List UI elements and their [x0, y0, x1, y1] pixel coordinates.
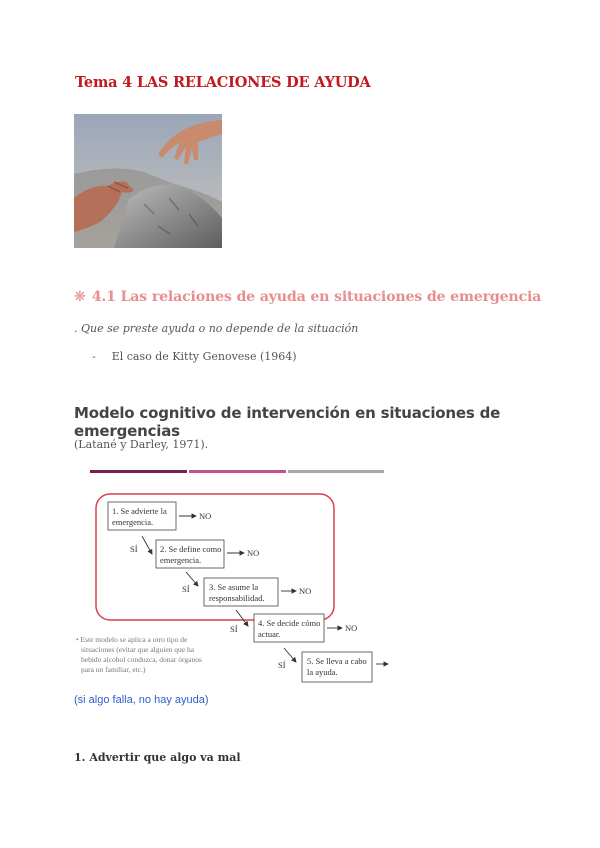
step-1-line-2: emergencia.	[112, 517, 154, 527]
yes-label-2: SÍ	[182, 584, 190, 594]
figure-note-line-3: bebido alcohol conduzca, donar órganos	[81, 655, 202, 664]
figure-note-line-2: situaciones (evitar que alguien que ha	[81, 645, 195, 654]
color-bar-1	[90, 470, 187, 473]
model-diagram	[72, 464, 412, 694]
list-item	[92, 350, 297, 363]
no-label-4: NO	[345, 623, 358, 633]
helping-hands-image	[74, 114, 222, 248]
step-3-line-2: responsabilidad.	[209, 593, 265, 603]
list-item-text: El caso de Kitty Genovese (1964)	[111, 350, 297, 363]
step-4-line-2: actuar.	[258, 629, 281, 639]
yes-label-1: SÍ	[130, 544, 138, 554]
intro-text: . Que se preste ayuda o no depende de la situación	[74, 322, 359, 335]
step-2-line-1: 2. Se define como	[160, 544, 222, 554]
asterisk-icon: ❋	[74, 289, 86, 305]
yes-label-4: SÍ	[278, 660, 286, 670]
no-label-3: NO	[299, 586, 312, 596]
no-label-1: NO	[199, 511, 212, 521]
page-title: Tema 4 LAS RELACIONES DE AYUDA	[75, 74, 371, 91]
color-bar-2	[189, 470, 286, 473]
color-bar-3	[288, 470, 384, 473]
step-5-line-2: la ayuda.	[307, 667, 338, 677]
note-text: (si algo falla, no hay ayuda)	[74, 694, 209, 706]
section-heading-text: 4.1 Las relaciones de ayuda en situaciones de emergencia	[91, 289, 542, 305]
model-heading: Modelo cognitivo de intervención en situaciones de emergencias	[74, 404, 501, 440]
figure-note-line-4: para un familiar, etc.)	[81, 665, 146, 674]
figure-note-line-1: • Este modelo se aplica a otro tipo de	[76, 635, 188, 644]
step-3-line-1: 3. Se asume la	[209, 582, 259, 592]
step-1-line-1: 1. Se advierte la	[112, 506, 167, 516]
citation: (Latané y Darley, 1971).	[74, 438, 209, 451]
step-5-line-1: 5. Se lleva a cabo	[307, 656, 367, 666]
no-label-2: NO	[247, 548, 260, 558]
yes-label-3: SÍ	[230, 624, 238, 634]
dash-bullet: -	[92, 350, 96, 363]
step-4-line-1: 4. Se decide cómo	[258, 618, 321, 628]
step-heading: 1. Advertir que algo va mal	[74, 751, 241, 764]
section-heading	[74, 289, 541, 305]
step-2-line-2: emergencia.	[160, 555, 202, 565]
